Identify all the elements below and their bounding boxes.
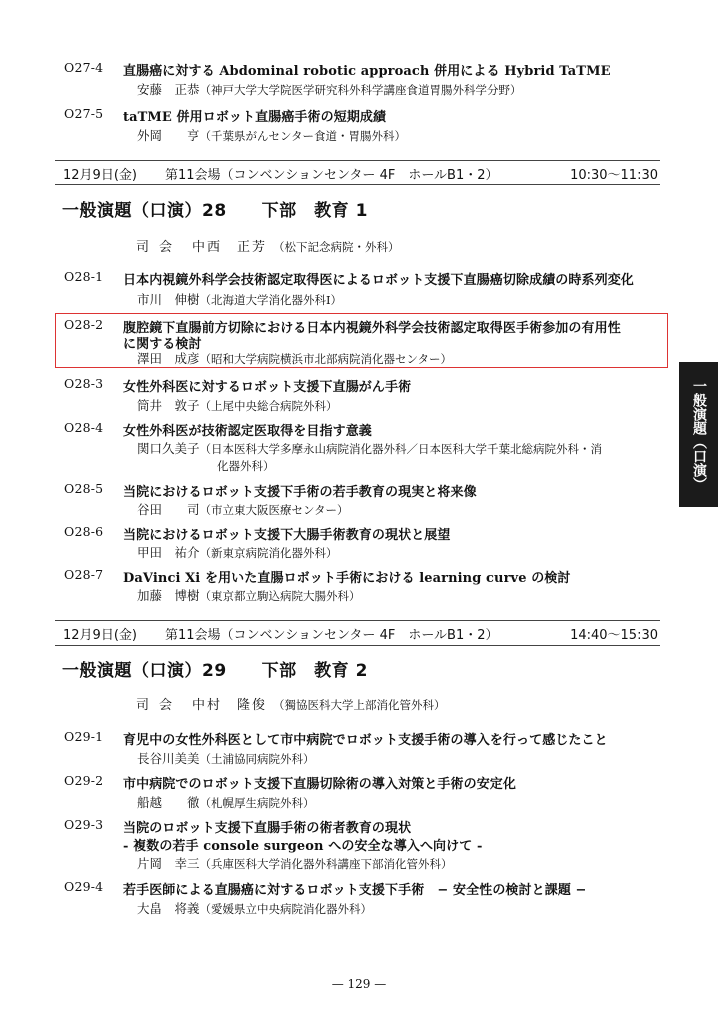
abstract-title: 女性外科医に対するロボット支援下直腸がん手術	[123, 380, 412, 395]
chair-affiliation: （獨協医科大学上部消化管外科）	[273, 698, 446, 712]
author-name: 関口久美子	[137, 441, 200, 456]
abstract-code: O28-7	[64, 567, 104, 582]
abstract-author-line	[137, 793, 315, 811]
author-affiliation: （東京都立駒込病院大腸外科）	[199, 589, 361, 603]
abstract-author-line	[137, 500, 349, 518]
author-affiliation: （上尾中央総合病院外科）	[199, 399, 338, 413]
abstract-title: 日本内視鏡外科学会技術認定取得医によるロボット支援下直腸癌切除成績の時系列変化	[123, 273, 634, 288]
session-schedule-bar	[55, 160, 660, 184]
abstract-title: 直腸癌に対する Abdominal robotic approach 併用による Hybrid TaTME	[123, 64, 611, 79]
author-affiliation: （土浦協同病院外科）	[199, 752, 315, 766]
chair-name: 中西 正芳	[192, 240, 268, 255]
abstract-author-line	[137, 854, 453, 872]
abstract-title: 当院におけるロボット支援下手術の若手教育の現実と将来像	[123, 485, 477, 500]
author-affiliation-continued: 化器外科）	[217, 459, 275, 473]
abstract-code: O28-6	[64, 524, 104, 539]
abstract-title-continued: に関する検討	[123, 337, 202, 352]
abstract-author-line	[137, 899, 372, 917]
author-name: 大畠 将義	[137, 901, 200, 916]
author-name: 外岡 亨	[137, 128, 200, 143]
abstract-code: O27-4	[64, 60, 104, 75]
abstract-title: 市中病院でのロボット支援下直腸切除術の導入対策と手術の安定化	[123, 777, 517, 792]
section-rule	[55, 645, 660, 646]
abstract-title: 腹腔鏡下直腸前方切除における日本内視鏡外科学会技術認定取得医手術参加の有用性	[123, 321, 621, 336]
session-chair	[136, 694, 446, 713]
author-name: 甲田 祐介	[137, 545, 200, 560]
chair-label: 司会	[136, 240, 183, 255]
author-name: 安藤 正恭	[137, 82, 200, 97]
session-time: 10:30〜11:30	[570, 168, 658, 183]
session-chair	[136, 236, 400, 255]
abstract-title: 当院におけるロボット支援下大腸手術教育の現状と展望	[123, 528, 451, 543]
abstract-author-line	[137, 543, 338, 561]
abstract-code: O28-5	[64, 481, 104, 496]
abstract-author-line	[137, 749, 315, 767]
author-affiliation: （市立東大阪医療センター）	[199, 503, 349, 517]
author-affiliation: （日本医科大学多摩永山病院消化器外科／日本医科大学千葉北総病院外科・消	[199, 442, 603, 456]
author-affiliation: （愛媛県立中央病院消化器外科）	[199, 902, 373, 916]
author-affiliation: （千葉県がんセンター食道・胃腸外科）	[199, 129, 407, 143]
abstract-code: O28-2	[64, 317, 104, 332]
abstract-title: 若手医師による直腸癌に対するロボット支援下手術 − 安全性の検討と課題 −	[123, 883, 587, 898]
abstract-title: DaVinci Xi を用いた直腸ロボット手術における learning curve の検討	[123, 571, 571, 586]
chair-name: 中村 隆俊	[192, 698, 268, 713]
chair-affiliation: （松下記念病院・外科）	[273, 240, 400, 254]
abstract-code: O28-3	[64, 376, 104, 391]
session-title: 一般演題（口演）28 下部 教育 1	[62, 201, 368, 221]
abstract-author-line	[137, 349, 452, 367]
author-name: 加藤 博樹	[137, 588, 200, 603]
author-affiliation: （兵庫医科大学消化器外科講座下部消化管外科）	[199, 857, 453, 871]
abstract-author-line	[137, 80, 522, 98]
author-affiliation: （新東京病院消化器外科）	[199, 546, 338, 560]
abstract-code: O28-4	[64, 420, 104, 435]
session-date: 12月9日(金)	[63, 628, 137, 643]
author-affiliation: （北海道大学消化器外科Ⅰ）	[199, 293, 343, 307]
abstract-title: taTME 併用ロボット直腸癌手術の短期成績	[123, 110, 387, 125]
abstract-author-line	[137, 396, 338, 414]
abstract-title: 当院のロボット支援下直腸手術の術者教育の現状	[123, 821, 412, 836]
author-name: 船越 徹	[137, 795, 200, 810]
abstract-author-line	[137, 290, 342, 308]
author-name: 澤田 成彦	[137, 351, 200, 366]
abstract-author-line	[137, 586, 361, 604]
author-affiliation: （札幌厚生病院外科）	[199, 796, 315, 810]
session-room: 第11会場（コンベンションセンター 4F ホールB1・2）	[165, 168, 499, 183]
abstract-code: O29-1	[64, 729, 104, 744]
session-date: 12月9日(金)	[63, 168, 137, 183]
author-affiliation: （神戸大学大学院医学研究科外科学講座食道胃腸外科学分野）	[199, 83, 522, 97]
author-name: 谷田 司	[137, 502, 200, 517]
abstract-code: O28-1	[64, 269, 104, 284]
abstract-code: O29-3	[64, 817, 104, 832]
abstract-subtitle: - 複数の若手 console surgeon への安全な導入へ向けて -	[123, 839, 483, 854]
author-name: 市川 伸樹	[137, 292, 200, 307]
session-time: 14:40〜15:30	[570, 628, 658, 643]
author-affiliation: （昭和大学病院横浜市北部病院消化器センター）	[199, 352, 453, 366]
chair-label: 司会	[136, 698, 183, 713]
abstract-author-line	[137, 126, 406, 144]
page-number: — 129 —	[331, 977, 387, 991]
abstract-code: O27-5	[64, 106, 104, 121]
author-name: 筒井 敦子	[137, 398, 200, 413]
abstract-code: O29-2	[64, 773, 104, 788]
author-name: 長谷川美美	[137, 751, 200, 766]
abstract-title: 育児中の女性外科医として市中病院でロボット支援手術の導入を行って感じたこと	[123, 733, 608, 748]
session-title: 一般演題（口演）29 下部 教育 2	[62, 661, 368, 681]
section-side-tab: 一般演題（口演）	[679, 362, 718, 507]
abstract-title: 女性外科医が技術認定医取得を目指す意義	[123, 424, 372, 439]
session-room: 第11会場（コンベンションセンター 4F ホールB1・2）	[165, 628, 499, 643]
author-name: 片岡 幸三	[137, 856, 200, 871]
abstract-author-line	[137, 439, 602, 457]
abstract-code: O29-4	[64, 879, 104, 894]
session-schedule-bar	[55, 620, 660, 644]
section-rule	[55, 184, 660, 185]
